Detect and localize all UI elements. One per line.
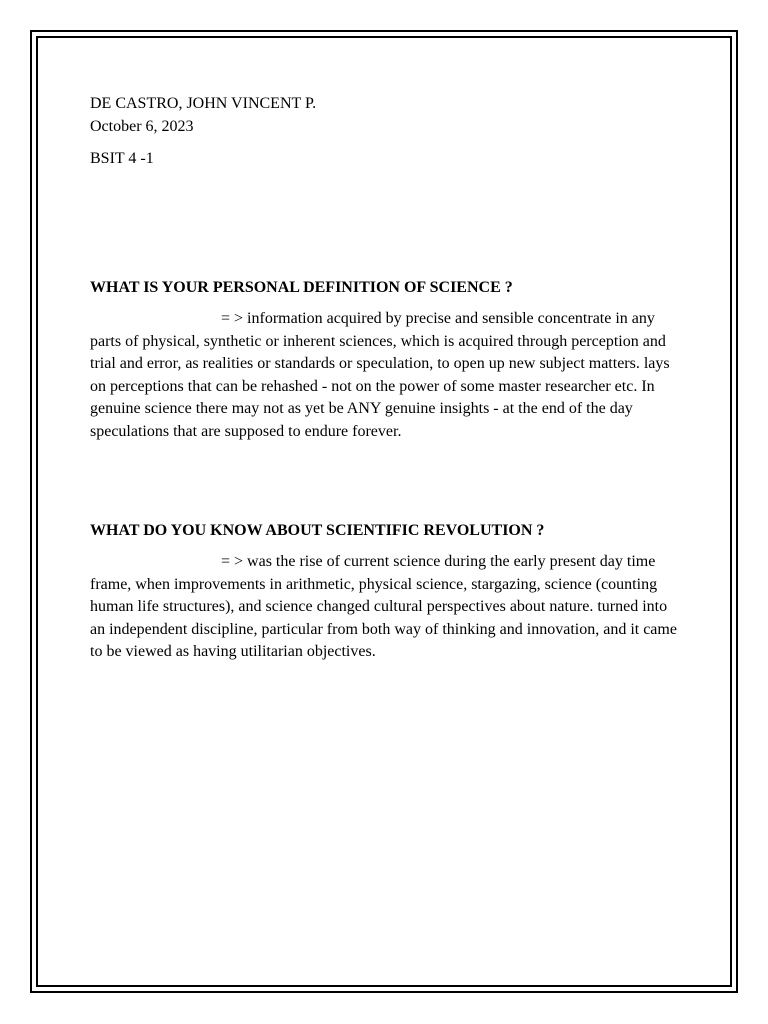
answer-text: information acquired by precise and sensible concentrate in any parts of physical, synthetic or inherent sciences, which is acquired through perception and trial and error, as realities or standards or speculation, to open up new subject matters. lays on perceptions that can be rehashed - not on the power of some master researcher etc. In genuine science there may not as yet be ANY genuine insights - at the end of the day speculations that are supposed to endure forever. bbox=[90, 310, 670, 440]
answer-paragraph bbox=[90, 308, 680, 443]
question-block-2 bbox=[90, 519, 680, 664]
answer-arrow: = > bbox=[221, 310, 244, 327]
answer-text: was the rise of current science during the early present day time frame, when improvements in arithmetic, physical science, stargazing, science (counting human life structures), and science changed cultural perspectives about nature. turned into an independent discipline, particular from both way of thinking and innovation, and it came to be viewed as having utilitarian objectives. bbox=[90, 553, 677, 660]
answer-arrow: = > bbox=[221, 553, 244, 570]
document-date: October 6, 2023 bbox=[90, 118, 194, 135]
answer-paragraph bbox=[90, 551, 680, 664]
document-body bbox=[90, 92, 680, 664]
question-heading: WHAT IS YOUR PERSONAL DEFINITION OF SCIENCE ? bbox=[90, 279, 513, 296]
class-section: BSIT 4 -1 bbox=[90, 150, 154, 167]
question-heading: WHAT DO YOU KNOW ABOUT SCIENTIFIC REVOLUTION ? bbox=[90, 522, 545, 539]
question-block-1 bbox=[90, 276, 680, 443]
student-header bbox=[90, 92, 680, 170]
student-name: DE CASTRO, JOHN VINCENT P. bbox=[90, 95, 317, 112]
